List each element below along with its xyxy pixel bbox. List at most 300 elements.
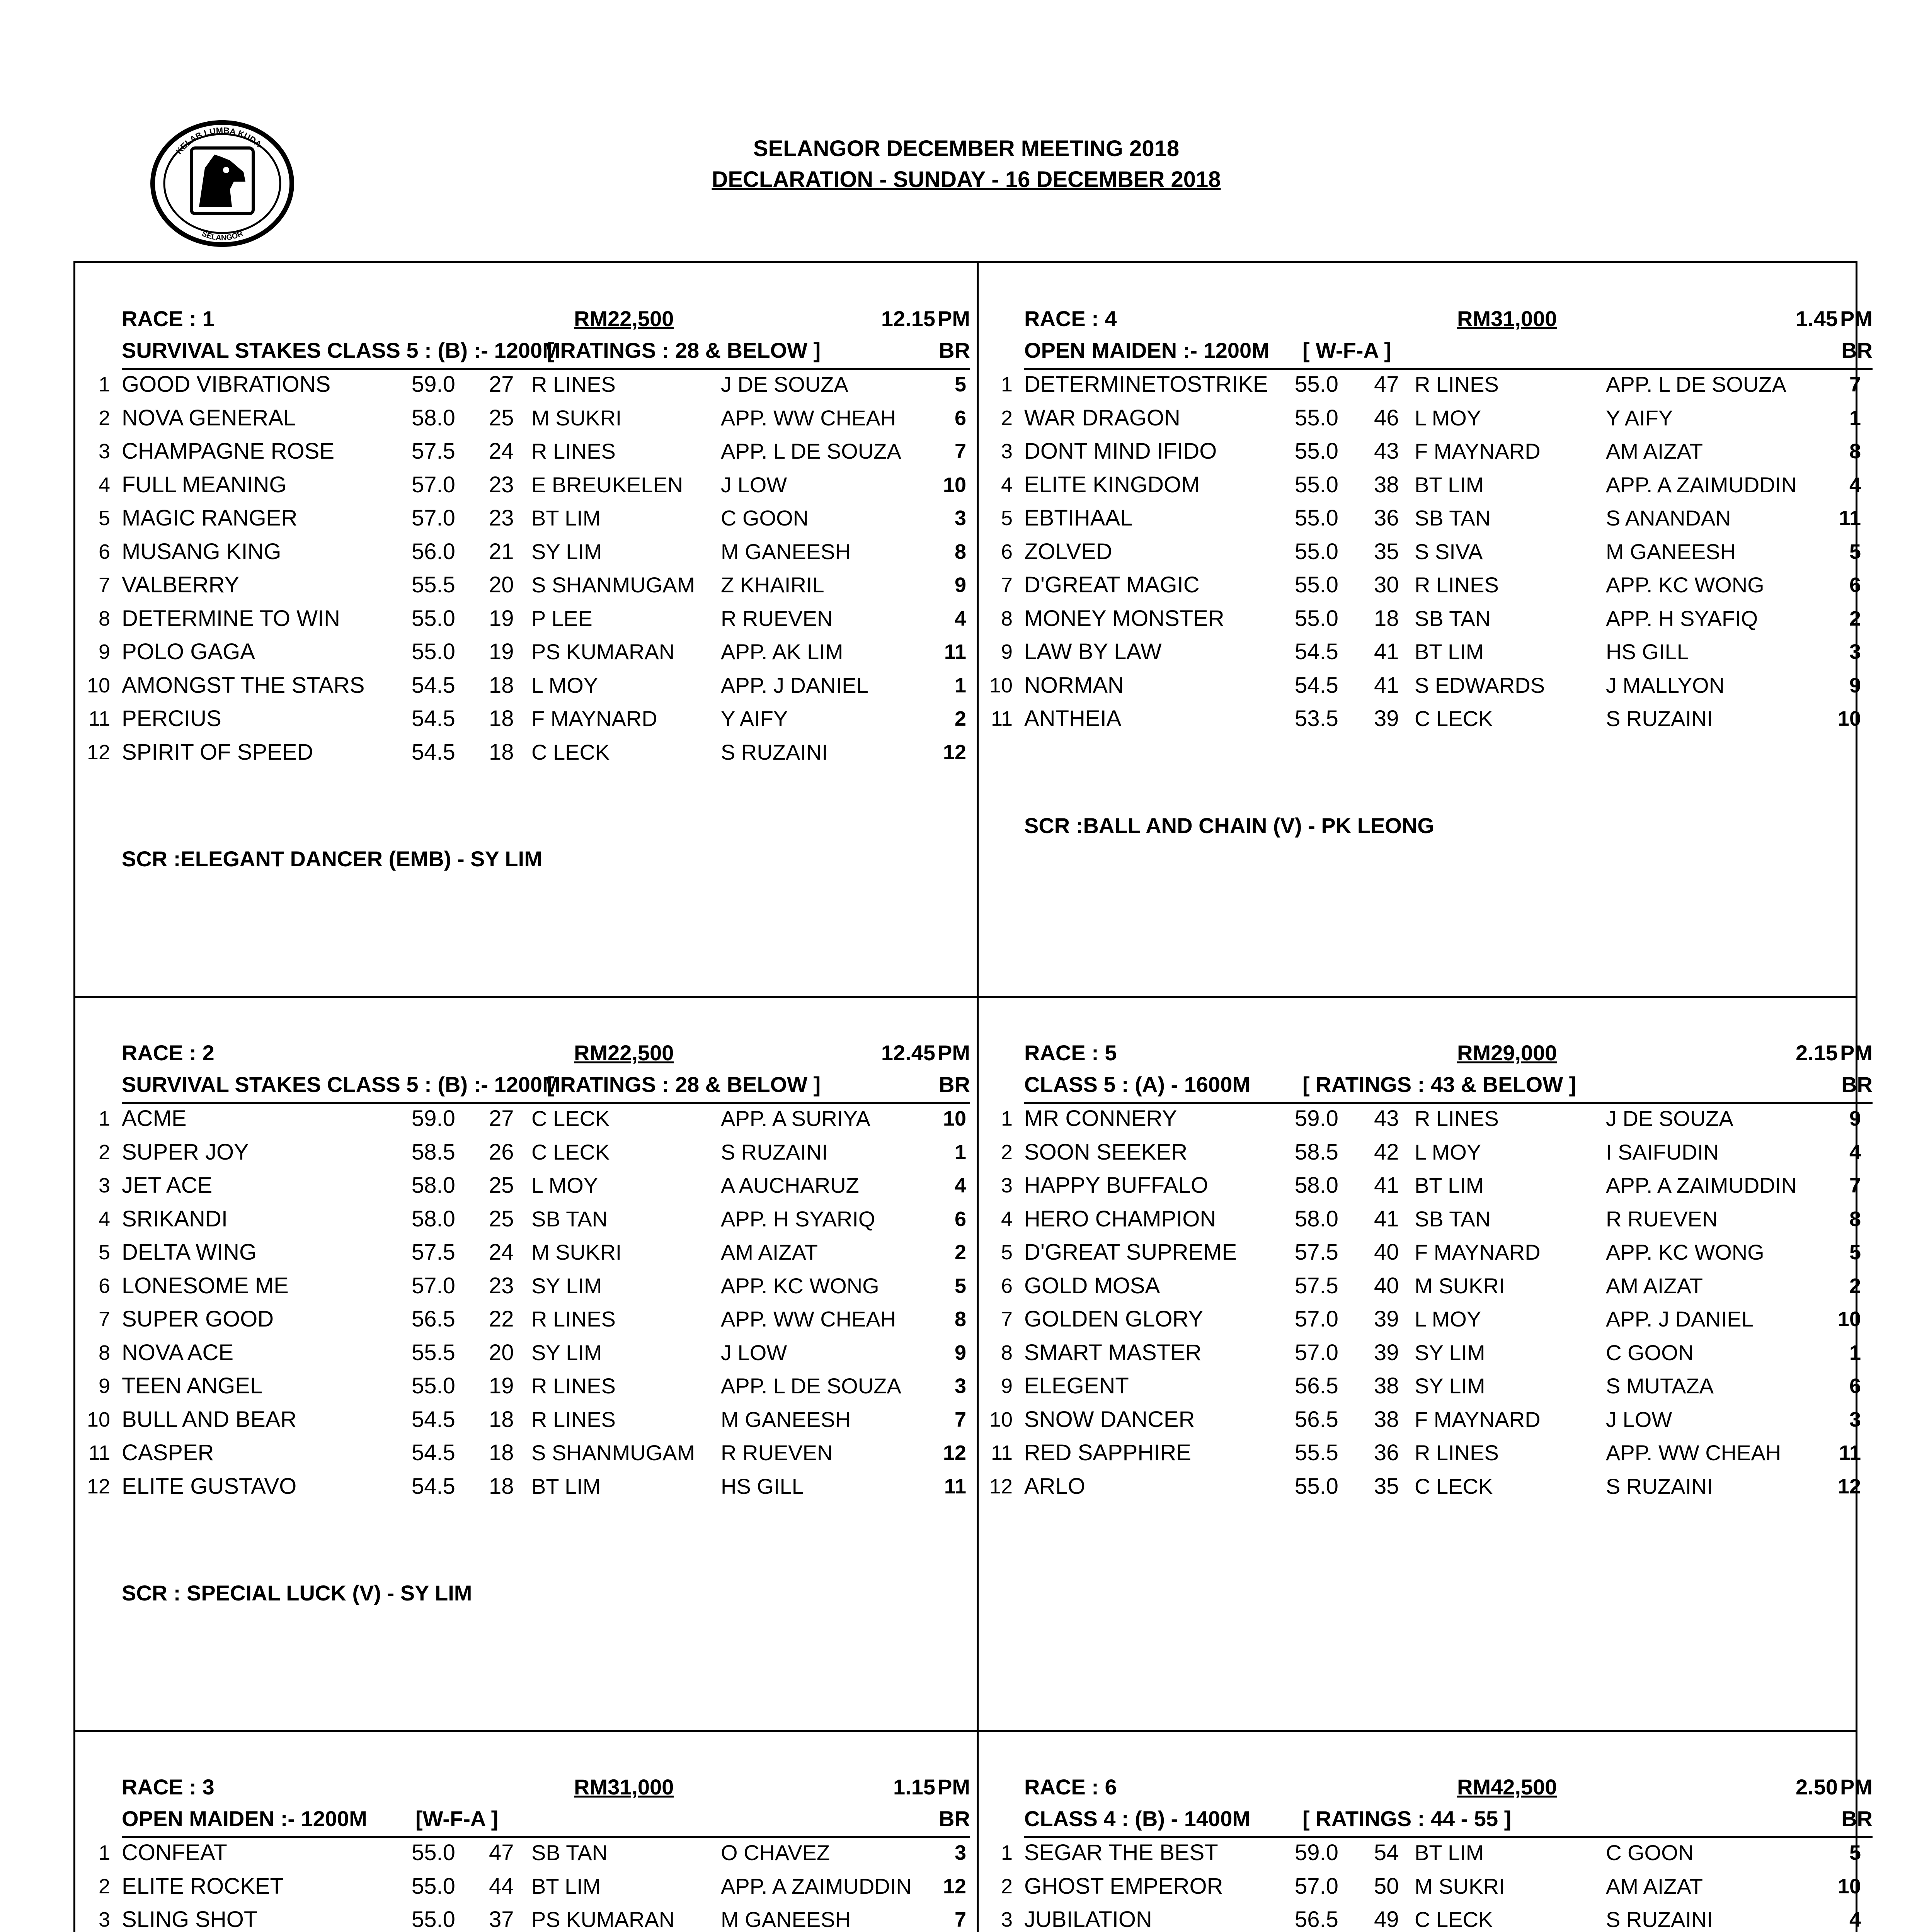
trainer: BT LIM [531,1874,601,1898]
runner-number: 4 [98,1207,110,1231]
runner-number: 1 [98,1841,110,1864]
runner-row [978,1336,1880,1370]
horse-name: SLING SHOT [122,1907,258,1932]
barrier: 1 [954,673,966,697]
race-class: SURVIVAL STAKES CLASS 5 : (B) :- 1200M [122,338,560,362]
jockey: R RUEVEN [721,1440,833,1465]
runner-list [978,1102,1880,1503]
runner-number: 11 [991,1441,1013,1464]
weight: 59.0 [1295,1840,1338,1865]
race-panel [978,997,1880,1731]
barrier: 7 [954,440,966,463]
weight: 55.0 [1295,1473,1338,1499]
jockey: I SAIFUDIN [1606,1139,1719,1164]
jockey: J DE SOUZA [1606,1106,1733,1131]
trainer: PS KUMARAN [531,1907,675,1932]
race-class: OPEN MAIDEN :- 1200M [122,1806,367,1831]
trainer: SY LIM [531,539,602,564]
horse-head-emblem-icon [147,118,298,249]
rating: 24 [489,439,514,464]
barrier: 4 [954,1174,966,1197]
rating: 25 [489,1206,514,1231]
trainer: M SUKRI [531,405,622,430]
horse-name: SUPER JOY [122,1139,249,1165]
horse-name: ELITE KINGDOM [1024,472,1200,497]
rating: 24 [489,1240,514,1265]
trainer: M SUKRI [531,1240,622,1264]
runner-number: 6 [1001,1274,1013,1298]
jockey: M GANEESH [721,1407,851,1432]
barrier: 3 [954,507,966,530]
rating: 18 [489,672,514,698]
trainer: R LINES [1415,573,1499,597]
runner-row [75,1303,978,1336]
horse-name: GOLDEN GLORY [1024,1306,1204,1332]
jockey: APP. L DE SOUZA [721,1374,901,1398]
rating: 18 [489,739,514,765]
weight: 56.5 [1295,1907,1338,1932]
runner-list [75,368,978,769]
jockey: S RUZAINI [1606,1474,1713,1498]
jockey: APP. L DE SOUZA [721,439,901,463]
trainer: M SUKRI [1415,1273,1505,1298]
weight: 56.5 [412,1306,455,1332]
race-number: RACE : 2 [122,1041,215,1065]
weight: 55.5 [1295,1440,1338,1465]
runner-number: 2 [1001,406,1013,430]
horse-name: DELTA WING [122,1240,257,1265]
runner-row [75,468,978,502]
rating: 43 [1374,1106,1399,1131]
horse-name: ELEGENT [1024,1373,1129,1398]
jockey: Y AIFY [721,706,788,731]
rating: 38 [1374,1406,1399,1432]
horse-name: ACME [122,1106,187,1131]
rating: 43 [1374,439,1399,464]
jockey: APP. WW CHEAH [1606,1440,1781,1465]
runner-row [75,502,978,535]
trainer: P LEE [531,606,592,631]
runner-row [978,1303,1880,1336]
barrier: 4 [1849,1140,1861,1164]
rating: 41 [1374,1206,1399,1231]
race-number: RACE : 3 [122,1775,215,1799]
barrier: 7 [954,1908,966,1931]
rating: 22 [489,1306,514,1332]
barrier: 5 [1849,540,1861,563]
weight: 55.0 [1295,372,1338,397]
jockey: S RUZAINI [721,740,828,764]
runner-number: 2 [1001,1140,1013,1164]
weight: 57.0 [412,472,455,497]
runner-row [75,401,978,435]
runner-number: 1 [98,1107,110,1130]
horse-name: D'GREAT SUPREME [1024,1240,1237,1265]
weight: 57.5 [1295,1273,1338,1298]
weight: 58.5 [412,1139,455,1165]
horse-name: CONFEAT [122,1840,227,1865]
weight: 55.0 [1295,439,1338,464]
barrier: 2 [1849,1274,1861,1298]
weight: 54.5 [412,1473,455,1499]
horse-name: MUSANG KING [122,539,281,564]
horse-name: CASPER [122,1440,214,1465]
jockey: J LOW [721,472,787,497]
horse-name: NORMAN [1024,672,1124,698]
race-header [1024,1040,1873,1067]
runner-row [978,468,1880,502]
scratching-note: SCR :ELEGANT DANCER (EMB) - SY LIM [122,847,542,871]
race-rating: [ RATINGS : 28 & BELOW ] [547,338,821,362]
rating: 18 [489,1406,514,1432]
weight: 54.5 [1295,639,1338,664]
race-time: 1.15 [893,1775,935,1799]
rating: 37 [489,1907,514,1932]
horse-name: ELITE ROCKET [122,1873,284,1899]
runner-number: 8 [1001,607,1013,630]
jockey: APP. WW CHEAH [721,1307,896,1331]
weight: 57.0 [412,505,455,531]
trainer: SY LIM [531,1340,602,1365]
rating: 26 [489,1139,514,1165]
runner-row [978,669,1880,702]
barrier: 5 [1849,1841,1861,1864]
jockey: S MUTAZA [1606,1374,1714,1398]
barrier: 3 [954,1374,966,1398]
horse-name: EBTIHAAL [1024,505,1133,531]
runner-row [75,1369,978,1403]
horse-name: DONT MIND IFIDO [1024,439,1217,464]
trainer: R LINES [531,1374,616,1398]
barrier: 9 [1849,1107,1861,1130]
weight: 55.0 [412,1840,455,1865]
race-ampm: PM [1840,306,1873,331]
weight: 55.0 [1295,472,1338,497]
race-time: 12.45 [881,1041,935,1065]
jockey: S ANANDAN [1606,506,1731,530]
race-prize: RM31,000 [1457,306,1557,331]
horse-name: ARLO [1024,1473,1085,1499]
barrier: 10 [1837,1308,1861,1331]
trainer: C LECK [531,740,610,764]
jockey: R RUEVEN [721,606,833,631]
weight: 56.5 [1295,1406,1338,1432]
trainer: SB TAN [1415,1206,1491,1231]
weight: 57.5 [412,439,455,464]
weight: 58.0 [412,1206,455,1231]
trainer: C LECK [1415,706,1493,731]
barrier: 10 [943,1107,966,1130]
trainer: R LINES [531,1407,616,1432]
runner-row [75,1336,978,1370]
weight: 54.5 [412,1406,455,1432]
runner-number: 6 [98,540,110,563]
barrier: 10 [943,473,966,497]
runner-number: 8 [1001,1341,1013,1364]
declaration-date: DECLARATION - SUNDAY - 16 DECEMBER 2018 [712,167,1221,192]
horse-name: JET ACE [122,1173,213,1198]
race-conditions [122,1072,970,1104]
weight: 55.0 [1295,572,1338,597]
rating: 19 [489,1373,514,1398]
runner-number: 1 [1001,1107,1013,1130]
barrier: 1 [1849,406,1861,430]
weight: 58.0 [1295,1173,1338,1198]
runner-number: 3 [1001,1908,1013,1931]
runner-row [978,1169,1880,1202]
horse-name: ELITE GUSTAVO [122,1473,297,1499]
runner-number: 5 [98,1241,110,1264]
jockey: APP. KC WONG [1606,573,1764,597]
trainer: S SHANMUGAM [531,1440,695,1465]
jockey: APP. L DE SOUZA [1606,372,1786,396]
rating: 23 [489,1273,514,1298]
weight: 55.0 [1295,405,1338,430]
rating: 19 [489,639,514,664]
trainer: R LINES [531,372,616,396]
runner-number: 11 [88,707,110,730]
race-ampm: PM [1840,1775,1873,1799]
trainer: BT LIM [1415,639,1484,664]
horse-name: TEEN ANGEL [122,1373,263,1398]
barrier: 4 [1849,473,1861,497]
weight: 55.0 [412,1373,455,1398]
race-header [122,306,970,333]
horse-name: D'GREAT MAGIC [1024,572,1200,597]
runner-row [978,602,1880,636]
runner-number: 5 [1001,507,1013,530]
weight: 56.0 [412,539,455,564]
runner-number: 12 [87,1475,110,1498]
runner-row [75,1136,978,1169]
jockey: AM AIZAT [1606,439,1703,463]
trainer: F MAYNARD [1415,1407,1541,1432]
rating: 40 [1374,1240,1399,1265]
barrier: 8 [954,540,966,563]
jockey: Z KHAIRIL [721,573,824,597]
race-prize: RM22,500 [574,1041,674,1065]
horse-name: SEGAR THE BEST [1024,1840,1218,1865]
rating: 35 [1374,539,1399,564]
runner-number: 3 [98,440,110,463]
runner-row [978,635,1880,669]
barrier: 2 [1849,607,1861,630]
rating: 49 [1374,1907,1399,1932]
weight: 55.5 [412,572,455,597]
scratching-note: SCR :BALL AND CHAIN (V) - PK LEONG [1024,813,1434,838]
trainer: L MOY [1415,1139,1481,1164]
rating: 27 [489,1106,514,1131]
rating: 18 [1374,605,1399,631]
race-number: RACE : 6 [1024,1775,1117,1799]
barrier: 11 [1839,507,1861,530]
jockey: J LOW [1606,1407,1672,1432]
horse-name: VALBERRY [122,572,240,597]
horse-name: RED SAPPHIRE [1024,1440,1191,1465]
runner-row [978,502,1880,535]
weight: 55.0 [412,639,455,664]
runner-row [978,568,1880,602]
horse-name: GHOST EMPEROR [1024,1873,1223,1899]
race-conditions [1024,1072,1873,1104]
weight: 54.5 [412,739,455,765]
trainer: BT LIM [1415,1840,1484,1865]
runner-number: 2 [98,406,110,430]
rating: 21 [489,539,514,564]
runner-number: 7 [1001,1308,1013,1331]
jockey: A AUCHARUZ [721,1173,859,1197]
jockey: J MALLYON [1606,673,1725,697]
barrier: 12 [943,1874,966,1898]
horse-name: LONESOME ME [122,1273,289,1298]
barrier: 9 [1849,673,1861,697]
trainer: SB TAN [1415,506,1491,530]
runner-number: 11 [991,707,1013,730]
race-time: 2.50 [1796,1775,1838,1799]
horse-name: SMART MASTER [1024,1340,1202,1365]
runner-row [978,1202,1880,1236]
trainer: L MOY [531,1173,598,1197]
race-card-grid [73,261,1873,1932]
jockey: AM AIZAT [721,1240,818,1264]
runner-row [75,1470,978,1503]
runner-list [978,368,1880,736]
runner-row [978,401,1880,435]
barrier: 6 [954,406,966,430]
trainer: BT LIM [1415,1173,1484,1197]
jockey: APP. A ZAIMUDDIN [1606,472,1797,497]
trainer: BT LIM [1415,472,1484,497]
trainer: F MAYNARD [1415,1240,1541,1264]
jockey: R RUEVEN [1606,1206,1718,1231]
runner-number: 6 [1001,540,1013,563]
rating: 39 [1374,706,1399,731]
runner-number: 9 [98,1374,110,1398]
rating: 54 [1374,1840,1399,1865]
trainer: L MOY [531,673,598,697]
runner-number: 1 [1001,373,1013,396]
jockey: APP. J DANIEL [721,673,868,697]
runner-row [978,368,1880,401]
race-conditions [1024,1806,1873,1838]
barrier: 3 [1849,1408,1861,1431]
runner-row [978,435,1880,468]
barrier: 7 [954,1408,966,1431]
weight: 55.5 [412,1340,455,1365]
weight: 58.0 [412,405,455,430]
barrier: 8 [954,1308,966,1331]
runner-number: 12 [989,1475,1013,1498]
runner-row [75,1202,978,1236]
weight: 58.0 [412,1173,455,1198]
trainer: SB TAN [531,1840,608,1865]
rating: 47 [1374,372,1399,397]
horse-name: GOLD MOSA [1024,1273,1160,1298]
runner-number: 11 [88,1441,110,1464]
barrier: 12 [1837,1475,1861,1498]
runner-row [75,1870,978,1903]
rating: 36 [1374,1440,1399,1465]
runner-row [978,1836,1880,1870]
trainer: L MOY [1415,1307,1481,1331]
runner-row [75,1236,978,1269]
trainer: R LINES [1415,1440,1499,1465]
barrier: 5 [1849,1241,1861,1264]
rating: 42 [1374,1139,1399,1165]
barrier: 12 [943,740,966,764]
race-prize: RM22,500 [574,306,674,331]
race-prize: RM42,500 [1457,1775,1557,1799]
race-ampm: PM [1840,1041,1873,1065]
jockey: J DE SOUZA [721,372,848,396]
barrier: 3 [954,1841,966,1864]
runner-row [75,368,978,401]
barrier-header: BR [1841,1806,1873,1831]
runner-row [978,1870,1880,1903]
jockey: S RUZAINI [1606,1907,1713,1932]
barrier: 1 [954,1140,966,1164]
race-conditions [1024,338,1873,370]
trainer: SB TAN [1415,606,1491,631]
race-class: OPEN MAIDEN :- 1200M [1024,338,1270,362]
race-prize: RM31,000 [574,1775,674,1799]
horse-name: LAW BY LAW [1024,639,1162,664]
weight: 57.5 [1295,1240,1338,1265]
runner-number: 3 [1001,440,1013,463]
race-rating: [W-F-A ] [415,1806,499,1831]
runner-number: 1 [98,373,110,396]
runner-number: 2 [98,1140,110,1164]
race-panel [75,263,978,997]
horse-name: MAGIC RANGER [122,505,298,531]
rating: 41 [1374,1173,1399,1198]
horse-name: SPIRIT OF SPEED [122,739,313,765]
runner-number: 4 [98,473,110,497]
horse-name: DETERMINE TO WIN [122,605,340,631]
barrier-header: BR [1841,1072,1873,1097]
runner-number: 9 [98,640,110,663]
trainer: PS KUMARAN [531,639,675,664]
trainer: R LINES [531,439,616,463]
rating: 18 [489,1440,514,1465]
runner-row [978,1470,1880,1503]
jockey: M GANEESH [1606,539,1736,564]
runner-row [75,736,978,769]
weight: 55.0 [412,605,455,631]
race-number: RACE : 4 [1024,306,1117,331]
rating: 40 [1374,1273,1399,1298]
runner-number: 4 [1001,473,1013,497]
trainer: SY LIM [1415,1374,1485,1398]
race-panel [978,1731,1880,1932]
race-header [122,1774,970,1801]
race-rating: [ W-F-A ] [1302,338,1392,362]
runner-row [978,1436,1880,1470]
runner-row [978,1136,1880,1169]
runner-number: 10 [989,1408,1013,1431]
horse-name: HERO CHAMPION [1024,1206,1216,1231]
weight: 55.0 [1295,605,1338,631]
horse-name: AMONGST THE STARS [122,672,365,698]
rating: 47 [489,1840,514,1865]
rating: 18 [489,706,514,731]
barrier: 4 [1849,1908,1861,1931]
trainer: C LECK [531,1106,610,1131]
race-time: 1.45 [1796,306,1838,331]
runner-number: 10 [87,673,110,697]
trainer: F MAYNARD [531,706,657,731]
jockey: AM AIZAT [1606,1273,1703,1298]
